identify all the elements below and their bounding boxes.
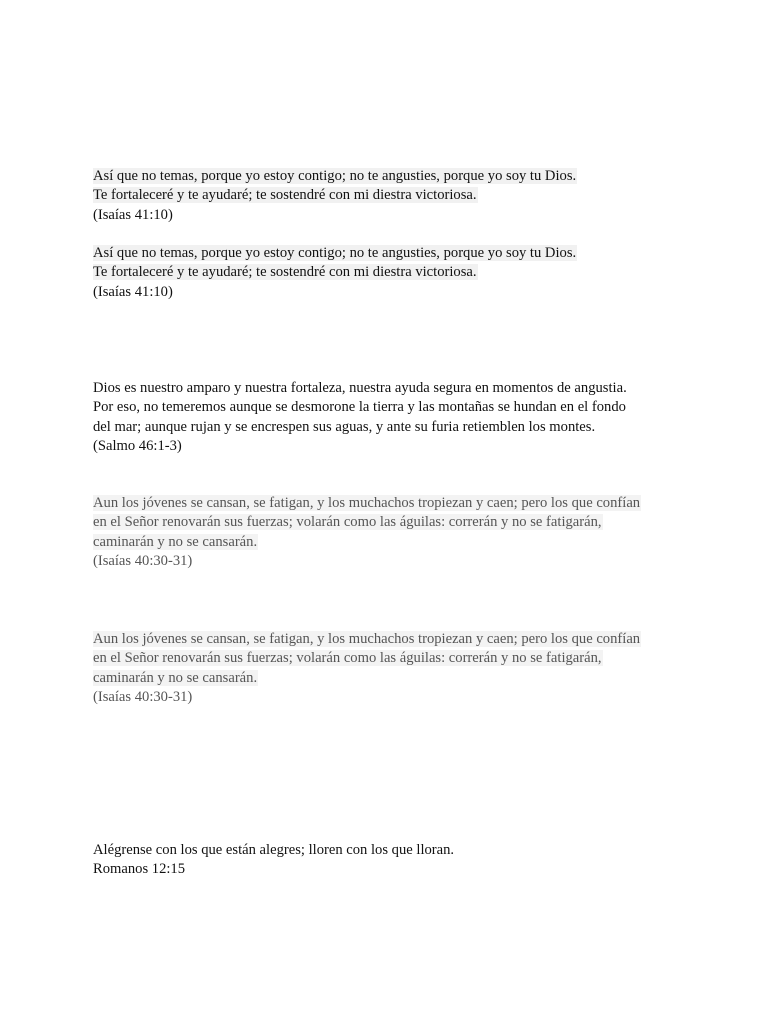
passage-line: Por eso, no temeremos aunque se desmorone la tierra y las montañas se hundan en el fondo (93, 399, 626, 416)
passage-reference: Romanos 12:15 (93, 861, 186, 878)
passage-romanos-12-15 (93, 841, 693, 880)
passage-line: Aun los jóvenes se cansan, se fatigan, y los muchachos tropiezan y caen; pero los que confían (93, 631, 641, 647)
passage-reference: (Isaías 40:30-31) (93, 688, 193, 705)
passage-line: Te fortaleceré y te ayudaré; te sostendré con mi diestra victoriosa. (93, 264, 477, 281)
passage-line: en el Señor renovarán sus fuerzas; volarán como las águilas: correrán y no se fatigarán, (93, 514, 602, 531)
passage-reference: (Isaías 40:30-31) (93, 552, 193, 569)
passage-line: Aun los jóvenes se cansan, se fatigan, y los muchachos tropiezan y caen; pero los que confían (93, 495, 641, 511)
passage-line: Dios es nuestro amparo y nuestra fortaleza, nuestra ayuda segura en momentos de angustia. (93, 380, 627, 396)
passage-isaias-41-10 (93, 167, 693, 225)
passage-reference: (Isaías 41:10) (93, 206, 173, 223)
passage-line: Te fortaleceré y te ayudaré; te sostendré con mi diestra victoriosa. (93, 187, 477, 204)
passage-line: Así que no temas, porque yo estoy contigo; no te angusties, porque yo soy tu Dios. (93, 168, 577, 184)
passage-line: caminarán y no se cansarán. (93, 669, 258, 686)
passage-salmo-46 (93, 379, 693, 456)
passage-isaias-40-30-repeat (93, 630, 693, 707)
passage-line: Así que no temas, porque yo estoy contigo; no te angusties, porque yo soy tu Dios. (93, 245, 577, 261)
passage-isaias-41-10-repeat (93, 244, 693, 302)
passage-line: caminarán y no se cansarán. (93, 533, 258, 550)
passage-reference: (Isaías 41:10) (93, 283, 173, 300)
passage-line: en el Señor renovarán sus fuerzas; volarán como las águilas: correrán y no se fatigarán, (93, 650, 602, 667)
passage-line: Alégrense con los que están alegres; lloren con los que lloran. (93, 842, 455, 858)
passage-isaias-40-30 (93, 494, 693, 571)
passage-reference: (Salmo 46:1-3) (93, 437, 182, 454)
passage-line: del mar; aunque rujan y se encrespen sus aguas, y ante su furia retiemblen los montes. (93, 418, 596, 435)
